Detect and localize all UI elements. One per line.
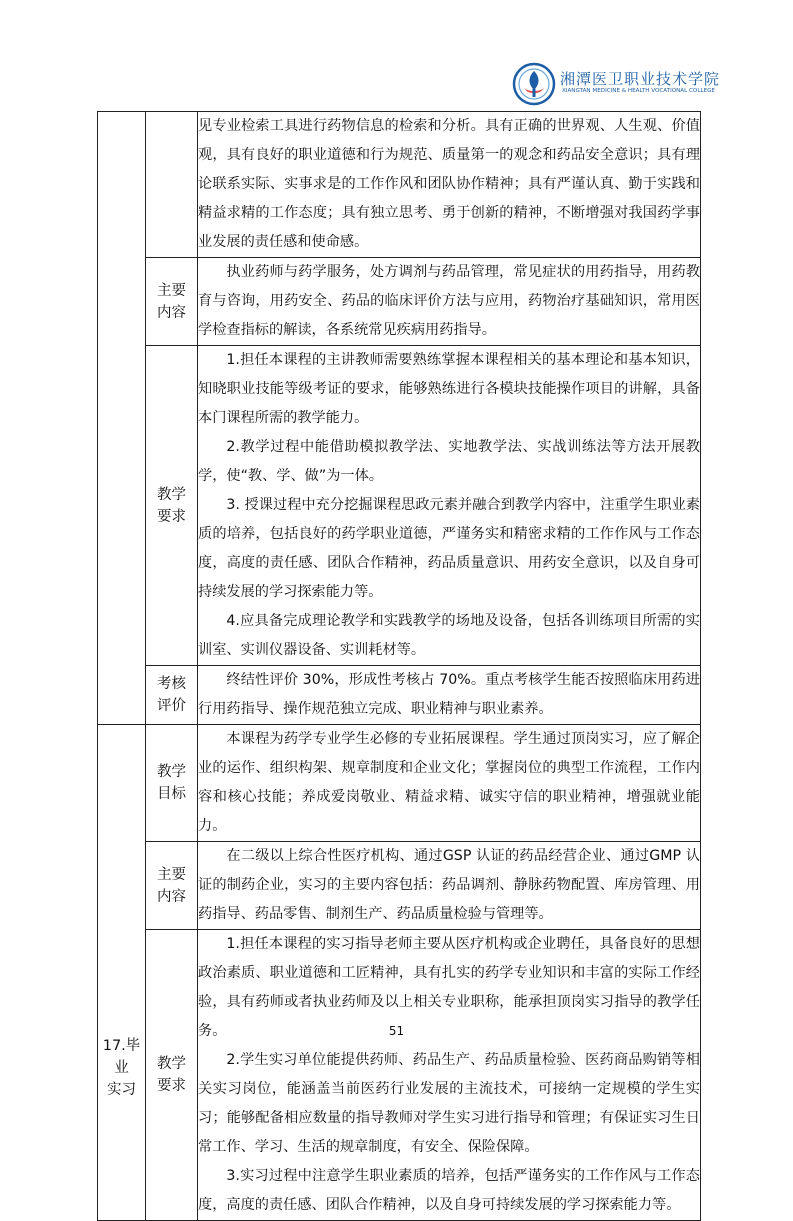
main-content-cell (198, 842, 701, 930)
table-row (98, 258, 701, 346)
course-name-cell (98, 112, 146, 725)
main-content-text: 执业药师与药学服务，处方调剂与药品管理，常见症状的用药指导，用药教育与咨询，用药安全、药品的临床评价方法与应用，药物治疗基础知识，常用医学检查指标的解读，各系统常见疾病用药指导。 (198, 264, 700, 338)
goal-text: 见专业检索工具进行药物信息的检索和分析。具有正确的世界观、人生观、价值观，具有良好的职业道德和行为规范、质量第一的观念和药品安全意识；具有理论联系实际、实事求是的工作作风和团队协作精神；具有严谨认真、勤于实践和精益求精的工作态度；具有独立思考、勇于创新的精神，不断增强对我国药学事业发展的责任感和使命感。 (198, 118, 700, 250)
table-row (98, 842, 701, 930)
requirement-item: 3.实习过程中注意学生职业素质的培养，包括严谨务实的工作作风与工作态度，高度的责任感、团队合作精神，以及自身可持续发展的学习探索能力等。 (198, 1168, 700, 1213)
curriculum-table (97, 111, 701, 1221)
assessment-cell (198, 666, 701, 725)
requirement-item: 4.应具备完成理论教学和实践教学的场地及设备，包括各训练项目所需的实训室、实训仪器设备、实训耗材等。 (198, 613, 700, 658)
assessment-text: 终结性评价 30%，形成性考核占 70%。重点考核学生能否按照临床用药进行用药指导、操作规范独立完成、职业精神与职业素养。 (198, 672, 700, 717)
college-name: 湘潭医卫职业技术学院 (560, 70, 721, 88)
requirement-item: 3. 授课过程中充分挖掘课程思政元素并融合到教学内容中，注重学生职业素质的培养，包括良好的药学职业道德，严谨务实和精密求精的工作作风与工作态度，高度的责任感、团队合作精神，药品质量意识、用药安全意识，以及自身可持续发展的学习探索能力等。 (198, 497, 700, 600)
college-logo (512, 62, 732, 106)
row-label-main-content: 主要 内容 (146, 842, 198, 930)
main-content-cell (198, 258, 701, 346)
requirement-item: 1.担任本课程的实习指导老师主要从医疗机构或企业聘任，具备良好的思想政治素质、职业道德和工匠精神，具有扎实的药学专业知识和丰富的实际工作经验，具有药师或者执业药师及以上相关专业职称，能承担顶岗实习指导的教学任务。 (198, 936, 700, 1039)
teaching-requirements-cell (198, 930, 701, 1221)
row-label-teaching-goal: 教学 目标 (146, 725, 198, 842)
table-row (98, 112, 701, 258)
row-label-assessment: 考核 评价 (146, 666, 198, 725)
requirement-item: 2.学生实习单位能提供药师、药品生产、药品质量检验、医药商品购销等相关实习岗位，能涵盖当前医药行业发展的主流技术，可接纳一定规模的学生实习；能够配备相应数量的指导教师对学生实习进行指导和管理；有保证实习生日常工作、学习、生活的规章制度，有安全、保险保障。 (198, 1052, 700, 1155)
table-row (98, 666, 701, 725)
row-label-cell (146, 112, 198, 258)
table-row (98, 346, 701, 666)
teaching-goal-cell (198, 725, 701, 842)
goal-text: 本课程为药学专业学生必修的专业拓展课程。学生通过顶岗实习，应了解企业的运作、组织构架、规章制度和企业文化；掌握岗位的典型工作流程，工作内容和核心技能；养成爱岗敬业、精益求精、诚实守信的职业精神，增强就业能力。 (198, 731, 700, 834)
college-name-english: XIANGTAN MEDICINE & HEALTH VOCATIONAL COLLEGE (562, 88, 715, 94)
requirement-item: 1.担任本课程的主讲教师需要熟练掌握本课程相关的基本理论和基本知识，知晓职业技能等级考证的要求，能够熟练进行各模块技能操作项目的讲解，具备本门课程所需的教学能力。 (198, 352, 700, 426)
row-label-teaching-requirements: 教学 要求 (146, 930, 198, 1221)
college-emblem-icon (512, 62, 556, 106)
course-name-cell: 17.毕 业 实习 (98, 725, 146, 1221)
table-row (98, 930, 701, 1221)
row-label-teaching-requirements: 教学 要求 (146, 346, 198, 666)
row-label-main-content: 主要 内容 (146, 258, 198, 346)
teaching-goal-continued (198, 112, 701, 258)
requirement-item: 2.教学过程中能借助模拟教学法、实地教学法、实战训练法等方法开展教学，使“教、学、做”为一体。 (198, 439, 700, 484)
teaching-requirements-cell (198, 346, 701, 666)
page-number: 51 (388, 1024, 405, 1038)
main-content-text: 在二级以上综合性医疗机构、通过GSP 认证的药品经营企业、通过GMP 认证的制药企业，实习的主要内容包括：药品调剂、静脉药物配置、库房管理、用药指导、药品零售、制剂生产、药品质量检验与管理等。 (198, 848, 700, 922)
table-row (98, 725, 701, 842)
